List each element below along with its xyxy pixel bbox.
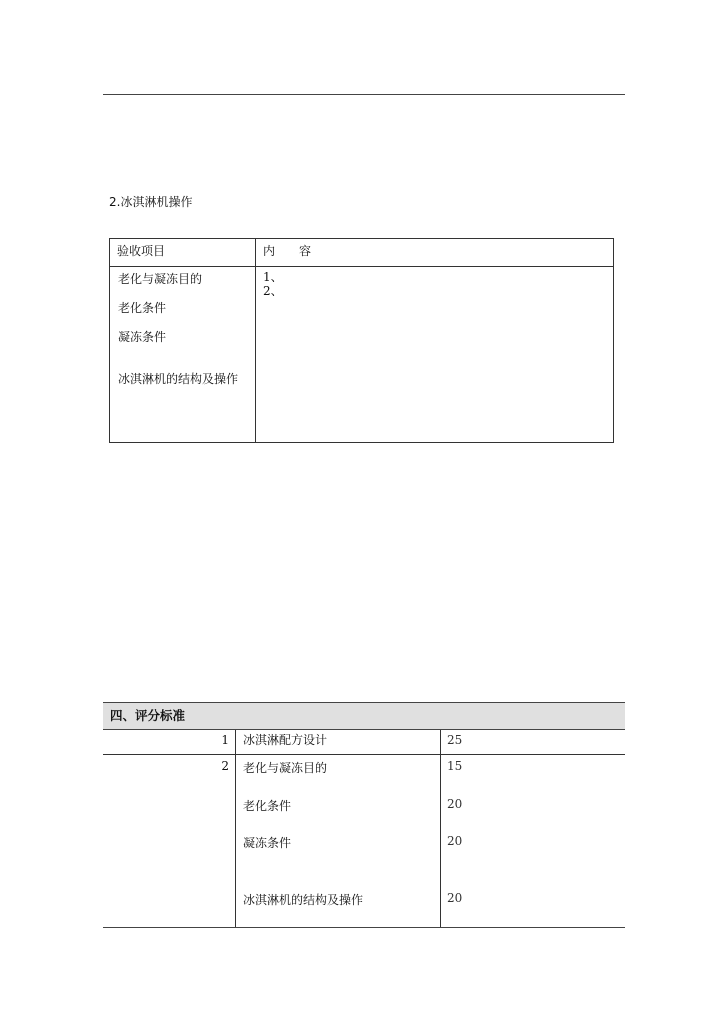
table-row	[110, 267, 614, 443]
table-row	[103, 755, 625, 928]
row-number: 2	[221, 759, 229, 773]
scoring-section	[103, 702, 625, 928]
points-value: 20	[447, 834, 463, 848]
header-cell-item	[110, 239, 256, 267]
row-items-cell	[236, 755, 441, 928]
points-value: 20	[447, 891, 463, 905]
header-rule	[103, 94, 625, 95]
list-item: 冰淇淋机的结构及操作	[243, 893, 364, 907]
row-points: 25	[441, 730, 626, 755]
table-header-row	[110, 239, 614, 267]
points-value: 20	[447, 797, 463, 811]
points-value: 15	[447, 759, 463, 773]
list-item: 凝冻条件	[118, 330, 167, 344]
section-heading: 2.冰淇淋机操作	[109, 195, 193, 209]
list-item: 冰淇淋机的结构及操作	[118, 372, 239, 386]
header-item-label: 验收项目	[117, 244, 166, 258]
row-items	[243, 755, 440, 927]
row-item: 冰淇淋配方设计	[236, 730, 441, 755]
content-line: 2、	[263, 284, 283, 298]
content-cell	[256, 267, 614, 443]
acceptance-table	[109, 238, 614, 443]
list-item: 老化条件	[243, 799, 292, 813]
table-row	[103, 730, 625, 755]
row-number: 1	[103, 730, 236, 755]
content-line: 1、	[263, 270, 283, 284]
items-cell	[110, 267, 256, 443]
row-number-cell	[103, 755, 236, 928]
scoring-table	[103, 730, 625, 928]
list-item: 凝冻条件	[243, 836, 292, 850]
scoring-title: 四、评分标准	[103, 702, 625, 730]
list-item: 老化与凝冻目的	[243, 761, 328, 775]
row-points	[447, 755, 625, 927]
header-content-label: 内 容	[263, 244, 312, 258]
list-item: 老化条件	[118, 301, 167, 315]
content-lines	[256, 267, 613, 301]
list-item: 老化与凝冻目的	[118, 272, 203, 286]
row-points-cell	[441, 755, 626, 928]
header-cell-content	[256, 239, 614, 267]
items-list	[110, 267, 255, 442]
